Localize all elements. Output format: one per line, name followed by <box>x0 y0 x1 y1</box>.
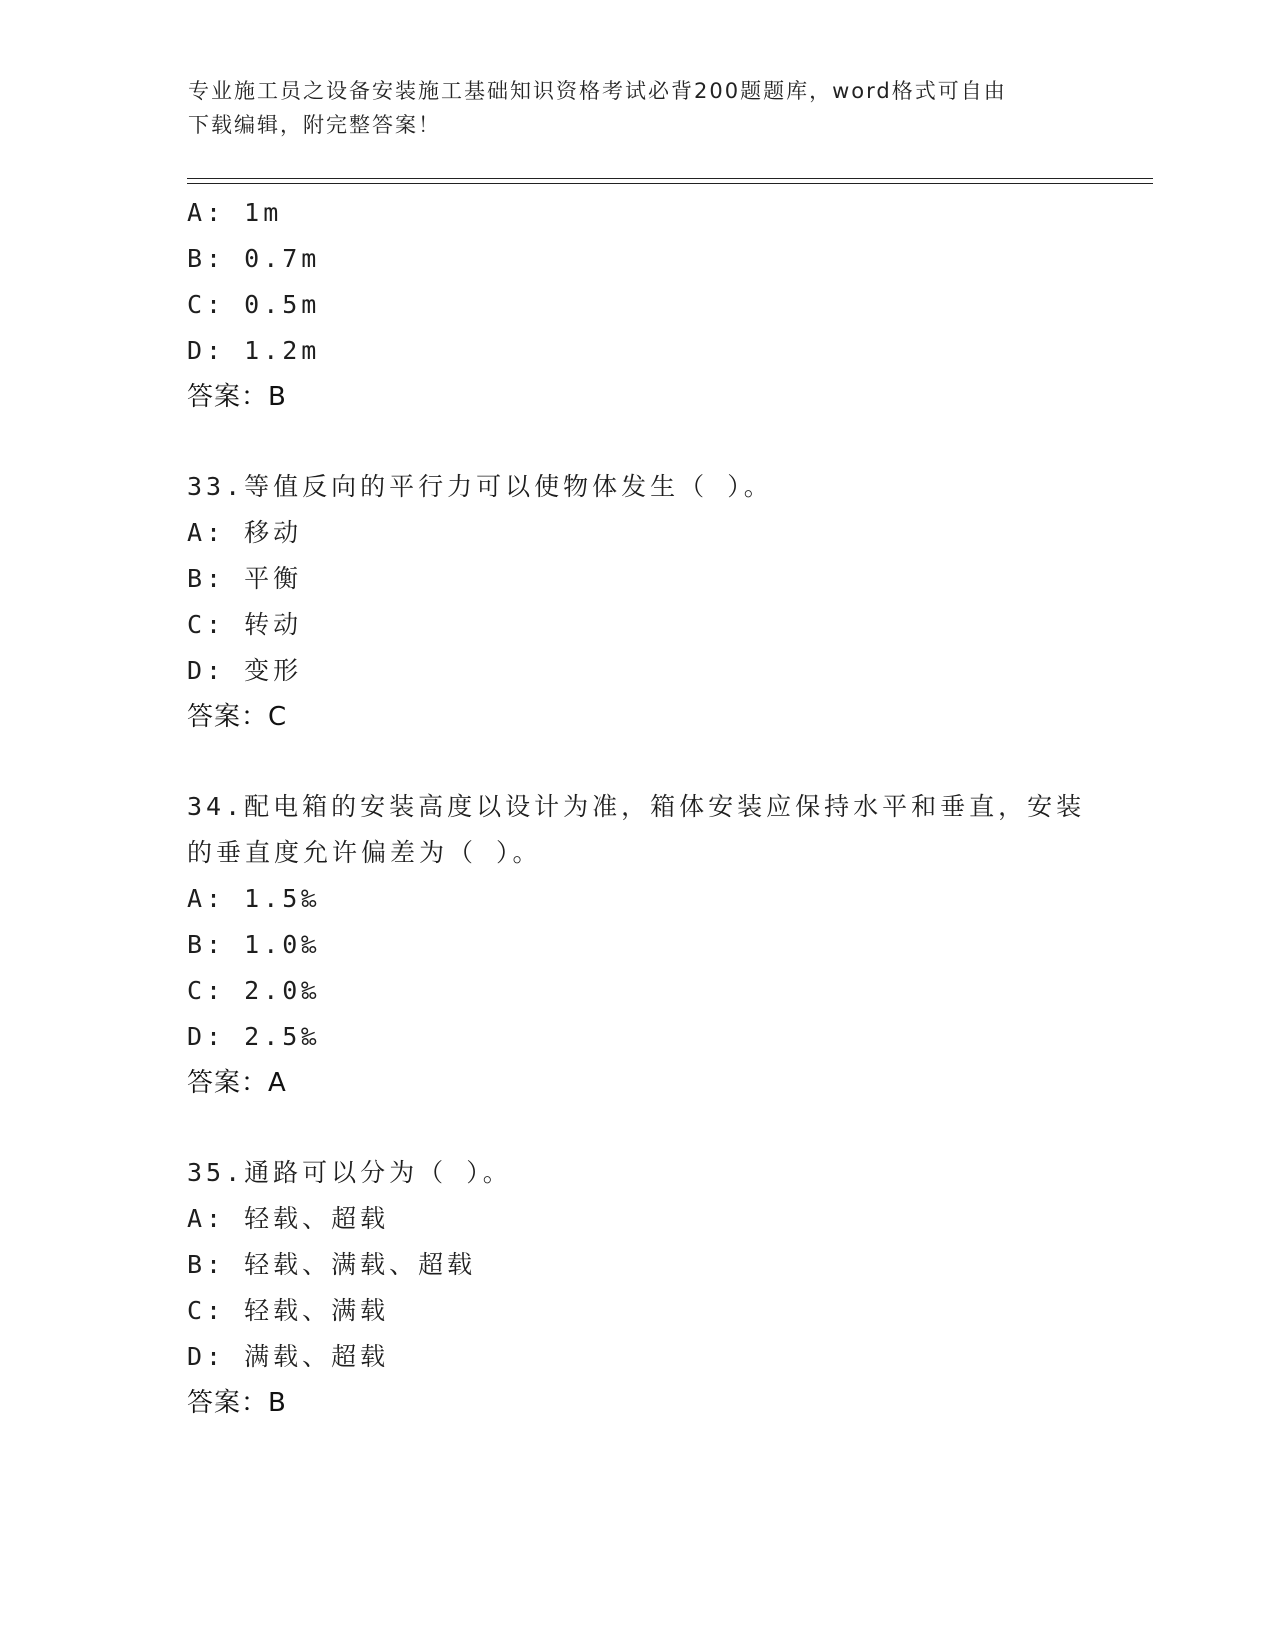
option-b: B: 1.0‰ <box>187 930 321 959</box>
option-c: C: 2.0‰ <box>187 976 321 1005</box>
header-divider-bottom <box>187 183 1153 184</box>
question-text: 35.通路可以分为（ ）。 <box>187 1158 512 1187</box>
question-35 <box>187 1150 1147 1426</box>
option-a: A: 移动 <box>187 518 303 547</box>
option-d: D: 1.2m <box>187 336 321 365</box>
answer-line: 答案：B <box>187 1388 287 1418</box>
option-b: B: 轻载、满载、超载 <box>187 1250 477 1279</box>
option-b: B: 平衡 <box>187 564 303 593</box>
option-c: C: 转动 <box>187 610 303 639</box>
question-text-line-2: 的垂直度允许偏差为（ ）。 <box>187 838 542 867</box>
option-b: B: 0.7m <box>187 244 321 273</box>
answer-line: 答案：C <box>187 702 288 732</box>
header-title-line-2: 下载编辑，附完整答案！ <box>188 113 441 137</box>
option-a: A: 1m <box>187 198 283 227</box>
question-list <box>187 190 1147 1426</box>
option-d: D: 2.5‰ <box>187 1022 321 1051</box>
option-c: C: 轻载、满载 <box>187 1296 390 1325</box>
question-32-continued <box>187 190 1147 420</box>
question-text: 33.等值反向的平行力可以使物体发生（ ）。 <box>187 472 773 501</box>
header-divider-top <box>187 178 1153 179</box>
question-34 <box>187 784 1147 1106</box>
option-d: D: 变形 <box>187 656 303 685</box>
option-a: A: 轻载、超载 <box>187 1204 390 1233</box>
option-a: A: 1.5‰ <box>187 884 321 913</box>
answer-line: 答案：B <box>187 382 287 412</box>
header-title-line-1: 专业施工员之设备安装施工基础知识资格考试必背200题题库，word格式可自由 <box>188 79 1007 103</box>
option-c: C: 0.5m <box>187 290 321 319</box>
question-text-line-1: 34.配电箱的安装高度以设计为准，箱体安装应保持水平和垂直，安装 <box>187 792 1086 821</box>
question-33 <box>187 464 1147 740</box>
document-header <box>188 74 1088 142</box>
answer-line: 答案：A <box>187 1068 287 1098</box>
option-d: D: 满载、超载 <box>187 1342 390 1371</box>
